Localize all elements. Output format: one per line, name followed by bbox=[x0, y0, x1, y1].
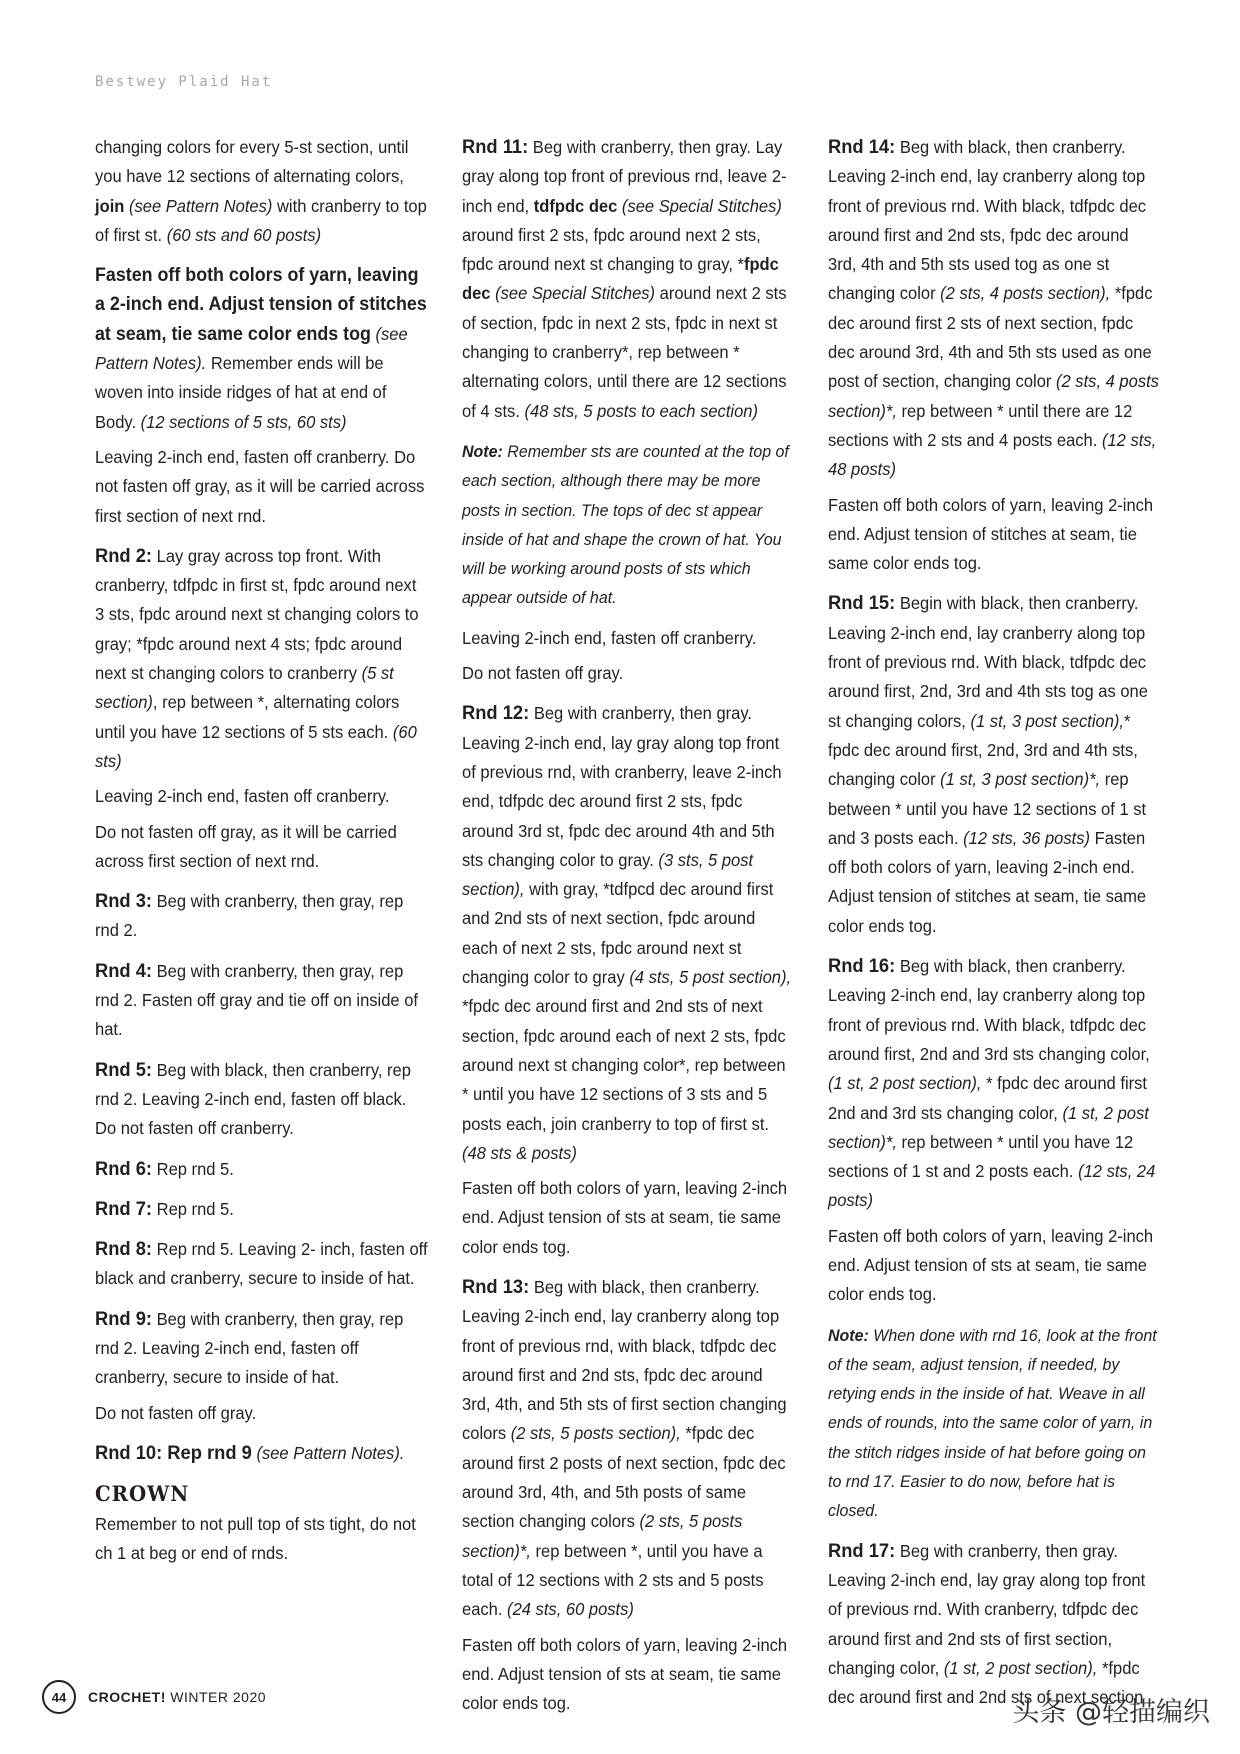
bold-text: fpdc dec bbox=[462, 254, 779, 304]
bold-text: tdfpdc dec bbox=[533, 195, 618, 216]
text: rep between * until you have 12 sections of 1 st and 3 posts each. bbox=[828, 769, 1147, 848]
text: with gray, *tdfpcd dec around first and 2nd sts of next section, fpdc around each of next 2 sts, fpdc around next st changing color to gray bbox=[462, 879, 774, 988]
text: Beg with cranberry, then gray. Leaving 2-inch end, lay gray along top front of previous rnd, with cranberry, leave 2-inch end, tdfpdc dec around first 2 sts, fpdc around 3rd st, fpdc dec around 4th and 5th sts changing color to gray. bbox=[462, 703, 782, 870]
section-heading-crown: CROWN bbox=[95, 1481, 190, 1507]
round-label: Rnd 4: bbox=[95, 959, 153, 982]
column-2 bbox=[462, 133, 796, 1729]
text: rep between *, until you have a total of 12 sections with 2 sts and 5 posts each. bbox=[462, 1540, 764, 1620]
italic-text: (see Pattern Notes). bbox=[95, 323, 408, 374]
paragraph: Fasten off both colors of yarn, leaving 2-inch end. Adjust tension of sts at seam, tie same color ends tog. bbox=[828, 1225, 1154, 1305]
round-16 bbox=[828, 952, 1162, 1216]
paragraph: Do not fasten off gray, as it will be carried across first section of next rnd. bbox=[95, 821, 397, 871]
round-3 bbox=[95, 887, 429, 946]
note bbox=[828, 1321, 1162, 1526]
round-8 bbox=[95, 1235, 429, 1294]
running-head: Bestwey Plaid Hat bbox=[95, 74, 273, 90]
text: Beg with cranberry, then gray. Lay gray along top front of previous rnd, leave 2-inch end, bbox=[462, 137, 787, 216]
round-11 bbox=[462, 133, 796, 426]
paragraph: Fasten off both colors of yarn, leaving 2-inch end. Adjust tension of sts at seam, tie same color ends tog. bbox=[462, 1178, 788, 1257]
round-9 bbox=[95, 1305, 429, 1393]
stitch-count: (60 sts) bbox=[95, 721, 417, 771]
paragraph: Fasten off both colors of yarn, leaving 2-inch end. Adjust tension of stitches at seam, tie same color ends tog. bbox=[828, 494, 1154, 574]
italic-text: (1 st, 2 post section), bbox=[828, 1073, 982, 1094]
round-label: Rnd 5: bbox=[95, 1058, 153, 1081]
text: Beg with black, then cranberry. Leaving 2-inch end, lay cranberry along top front of previous rnd, with black, tdfpdc dec around first and 2nd sts, fpdc dec around 3rd, 4th, and 5th sts of first section changing colors bbox=[462, 1276, 787, 1444]
round-label: Rnd 12: bbox=[462, 702, 530, 725]
stitch-count: (12 sts, 48 posts) bbox=[828, 429, 1157, 480]
italic-text: (see Pattern Notes). bbox=[256, 1442, 405, 1463]
italic-text: (1 st, 2 post section)*, bbox=[828, 1102, 1149, 1152]
italic-text: (4 sts, 5 post section), bbox=[629, 967, 792, 988]
paragraph: Leaving 2-inch end, fasten off cranberry. bbox=[462, 627, 757, 648]
text: Beg with cranberry, then gray. Leaving 2-inch end, lay gray along top front of previous rnd. With cranberry, tdfpdc dec around first and 2nd sts of first section, changing color, bbox=[828, 1540, 1146, 1678]
text: *fpdc dec around first 2 posts of next section, fpdc dec around 3rd, 4th, and 5th posts of same section changing colors bbox=[462, 1423, 786, 1532]
round-label: Rnd 9: bbox=[95, 1307, 153, 1330]
text: * fpdc dec around first 2nd and 3rd sts changing color, bbox=[828, 1073, 1147, 1123]
round-13 bbox=[462, 1273, 796, 1625]
stitch-count: (24 sts, 60 posts) bbox=[507, 1599, 634, 1620]
magazine-issue: WINTER 2020 bbox=[170, 1689, 267, 1705]
italic-text: (2 sts, 4 posts section), bbox=[940, 283, 1111, 304]
magazine-brand: CROCHET! bbox=[88, 1689, 166, 1705]
round-label: Rnd 8: bbox=[95, 1238, 153, 1261]
text: Rep rnd 5. Leaving 2- inch, fasten off black and cranberry, secure to inside of hat. bbox=[95, 1239, 428, 1289]
text: with cranberry to top of first st. bbox=[95, 195, 427, 245]
italic-text: (5 st section) bbox=[95, 663, 394, 713]
text: *fpdc dec around first and 2nd sts of next section bbox=[828, 1657, 1144, 1708]
paragraph: Do not fasten off gray. bbox=[462, 663, 624, 684]
round-15 bbox=[828, 589, 1162, 941]
text: rep between * until there are 12 sections with 2 sts and 4 posts each. bbox=[828, 400, 1133, 450]
italic-text: (2 sts, 5 posts section)*, bbox=[462, 1511, 743, 1561]
text: Beg with cranberry, then gray, rep rnd 2. bbox=[95, 891, 404, 941]
round-14 bbox=[828, 133, 1162, 485]
italic-text: (see Special Stitches) bbox=[621, 195, 782, 216]
text: Rep rnd 5. bbox=[156, 1158, 234, 1179]
round-4 bbox=[95, 957, 429, 1045]
text: *fpdc dec around first 2 sts of next section, fpdc dec around 3rd, 4th and 5th sts used as one post of section, changing color bbox=[828, 283, 1153, 392]
column-3 bbox=[828, 133, 1162, 1723]
paragraph: Leaving 2-inch end, fasten off cranberry. bbox=[95, 786, 390, 807]
note-label: Note: bbox=[462, 441, 503, 461]
text: Begin with black, then cranberry. Leaving 2-inch end, lay cranberry along top front of previous rnd. With black, tdfpdc dec around first, 2nd, 3rd and 4th sts tog as one st changing colors, bbox=[828, 593, 1148, 731]
stitch-count: (48 sts, 5 posts to each section) bbox=[524, 400, 759, 421]
note-label: Note: bbox=[828, 1325, 869, 1345]
round-label: Rnd 16: bbox=[828, 955, 896, 978]
italic-text: (1 st, 3 post section)*, bbox=[940, 769, 1101, 790]
text: Beg with cranberry, then gray, rep rnd 2. Fasten off gray and tie off on inside of hat. bbox=[95, 960, 419, 1040]
bold-text: join bbox=[95, 195, 125, 216]
page-footer bbox=[42, 1680, 266, 1714]
text: changing colors for every 5-st section, until you have 12 sections of alternating colors, bbox=[95, 137, 409, 187]
stitch-count: (12 sts, 24 posts) bbox=[828, 1161, 1156, 1211]
text: * fpdc dec around first, 2nd, 3rd and 4th sts, changing color bbox=[828, 710, 1138, 790]
italic-text: (2 sts, 5 posts section), bbox=[510, 1423, 681, 1444]
paragraph: Do not fasten off gray. bbox=[95, 1402, 257, 1423]
round-label: Rnd 6: bbox=[95, 1157, 153, 1180]
stitch-count: (48 sts & posts) bbox=[462, 1142, 577, 1163]
round-label: Rnd 10: Rep rnd 9 bbox=[95, 1441, 252, 1464]
stitch-count: (12 sections of 5 sts, 60 sts) bbox=[140, 411, 347, 432]
watermark: 头条 @轻描编织 bbox=[1012, 1697, 1210, 1728]
text: Lay gray across top front. With cranberry, tdfpdc in first st, fpdc around next 3 sts, fpdc around next st changing colors to gray; *fpdc around next 4 sts; fpdc around next st changing colors to cranberry bbox=[95, 545, 419, 684]
note-text: When done with rnd 16, look at the front of the seam, adjust tension, if needed, by retying ends in the inside of hat. Weave in all ends of rounds, into the same color of yarn, in the stitch ridges inside of hat before going on to rnd 17. Easier to do now, before hat is closed. bbox=[828, 1325, 1157, 1521]
round-label: Rnd 15: bbox=[828, 592, 896, 615]
page-number: 44 bbox=[42, 1680, 76, 1714]
round-label: Rnd 7: bbox=[95, 1197, 153, 1220]
text: Remember ends will be woven into inside ridges of hat at end of Body. bbox=[95, 353, 387, 432]
text: around next 2 sts of section, fpdc in next 2 sts, fpdc in next st changing to cranberry*, rep between * alternating colors, until there are 12 sections of 4 sts. bbox=[462, 283, 787, 421]
text: around first 2 sts, fpdc around next 2 sts, fpdc around next st changing to gray, * bbox=[462, 224, 761, 275]
paragraph: Leaving 2-inch end, fasten off cranberry. Do not fasten off gray, as it will be carried across first section of next rnd. bbox=[95, 446, 425, 526]
magazine-name bbox=[88, 1689, 266, 1705]
italic-text: (1 st, 2 post section), bbox=[943, 1657, 1098, 1678]
text: Beg with cranberry, then gray, rep rnd 2. Leaving 2-inch end, fasten off cranberry, secure to inside of hat. bbox=[95, 1308, 404, 1388]
text: Beg with black, then cranberry. Leaving 2-inch end, lay cranberry along top front of previous rnd. With black, tdfpdc dec around first, 2nd and 3rd sts changing color, bbox=[828, 956, 1150, 1064]
note bbox=[462, 437, 796, 613]
round-label: Rnd 13: bbox=[462, 1275, 530, 1298]
column-1 bbox=[95, 133, 429, 1580]
note-text: Remember sts are counted at the top of each section, although there may be more posts in section. The tops of dec st appear inside of hat and shape the crown of hat. You will be working around posts of sts which appear outside of hat. bbox=[462, 441, 789, 608]
paragraph: Remember to not pull top of sts tight, do not ch 1 at beg or end of rnds. bbox=[95, 1514, 416, 1564]
round-2 bbox=[95, 542, 429, 776]
paragraph bbox=[95, 133, 429, 250]
italic-text: (2 sts, 4 posts section)*, bbox=[828, 371, 1159, 421]
paragraph: Fasten off both colors of yarn, leaving 2-inch end. Adjust tension of sts at seam, tie same color ends tog. bbox=[462, 1634, 788, 1714]
bold-text: Fasten off both colors of yarn, leaving a 2-inch end. Adjust tension of stitches at seam, tie same color ends tog bbox=[95, 265, 427, 345]
round-label: Rnd 17: bbox=[828, 1539, 896, 1562]
round-10 bbox=[95, 1439, 429, 1468]
text: Fasten off both colors of yarn, leaving 2-inch end. Adjust tension of stitches at seam, tie same color ends tog. bbox=[828, 827, 1147, 936]
text: Beg with black, then cranberry. Leaving 2-inch end, lay cranberry along top front of previous rnd. With black, tdfpdc dec around first and 2nd sts, fpdc dec around 3rd, 4th and 5th sts used tog as one st changing color bbox=[828, 137, 1147, 304]
text: Rep rnd 5. bbox=[156, 1198, 234, 1219]
round-label: Rnd 14: bbox=[828, 136, 896, 158]
round-label: Rnd 3: bbox=[95, 890, 153, 913]
text: *fpdc dec around first and 2nd sts of next section, fpdc around each of next 2 sts, fpdc around next st changing color*, rep between * until you have 12 sections of 3 sts and 5 posts each, join cranberry to top of first st. bbox=[462, 996, 786, 1134]
text: , rep between *, alternating colors until you have 12 sections of 5 sts each. bbox=[95, 692, 400, 742]
italic-text: (3 sts, 5 post section), bbox=[462, 849, 754, 900]
text: rep between * until you have 12 sections of 1 st and 2 posts each. bbox=[828, 1131, 1134, 1182]
italic-text: (1 st, 3 post section), bbox=[970, 710, 1125, 731]
paragraph bbox=[95, 261, 429, 437]
round-6 bbox=[95, 1155, 429, 1184]
round-7 bbox=[95, 1195, 429, 1224]
round-label: Rnd 2: bbox=[95, 544, 153, 567]
stitch-count: (12 sts, 36 posts) bbox=[963, 827, 1091, 848]
round-label: Rnd 11: bbox=[462, 136, 529, 158]
stitch-count: (60 sts and 60 posts) bbox=[166, 224, 322, 245]
italic-text: (see Special Stitches) bbox=[495, 283, 656, 304]
round-12 bbox=[462, 699, 796, 1168]
text: Beg with black, then cranberry, rep rnd 2. Leaving 2-inch end, fasten off black. Do not fasten off cranberry. bbox=[95, 1059, 411, 1139]
round-5 bbox=[95, 1056, 429, 1144]
round-17 bbox=[828, 1537, 1162, 1713]
italic-text: (see Pattern Notes) bbox=[129, 195, 273, 216]
